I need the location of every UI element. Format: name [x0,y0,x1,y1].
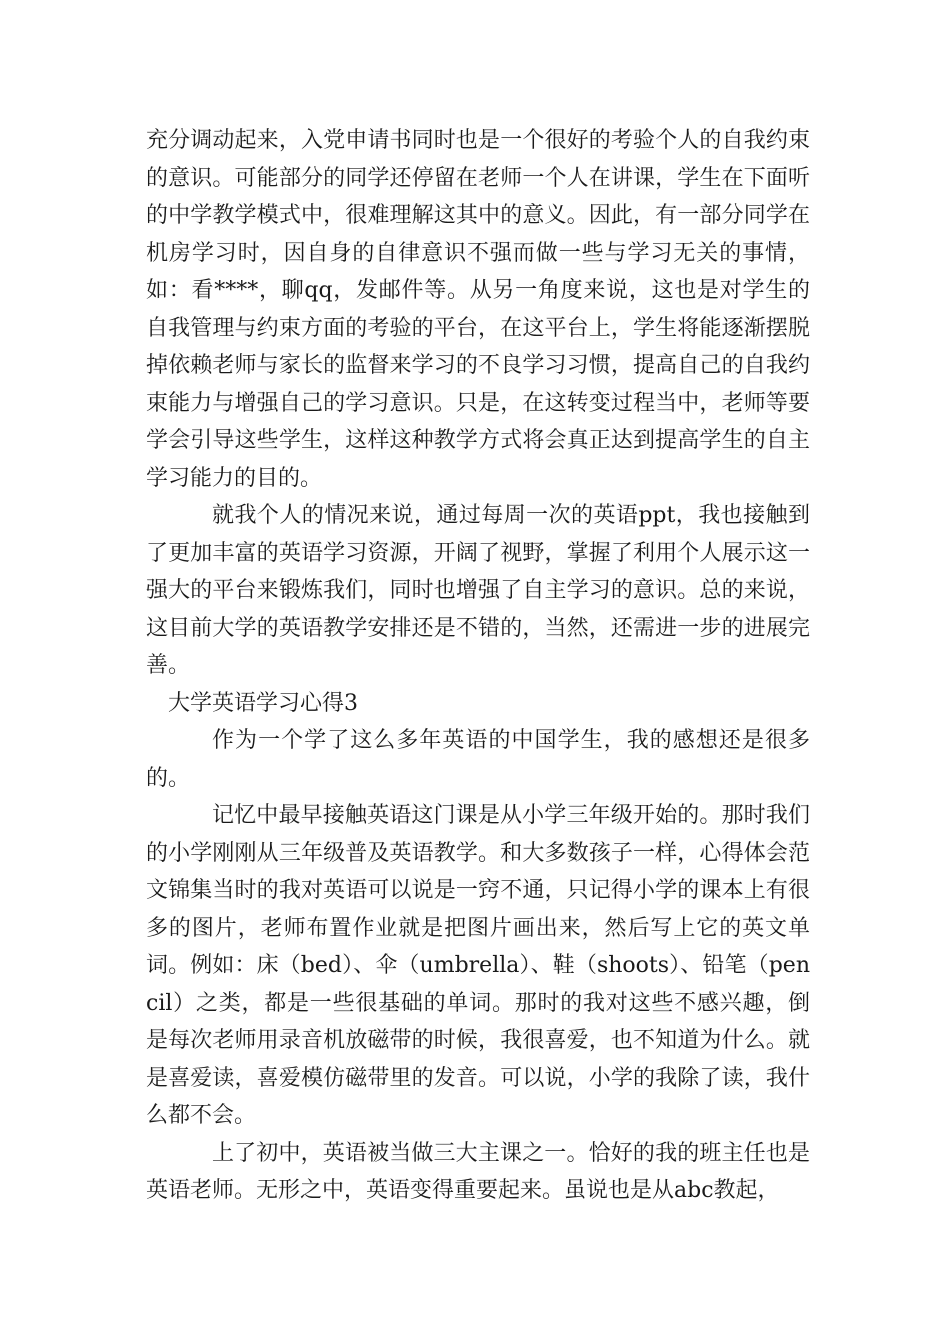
paragraph-continuation: 充分调动起来，入党申请书同时也是一个很好的考验个人的自我约束的意识。可能部分的同学还停留在老师一个人在讲课，学生在下面听的中学教学模式中，很难理解这其中的意义。因此，有一部分同学在机房学习时，因自身的自律意识不强而做一些与学习无关的事情，如：看****，聊qq，发邮件等。从另一角度来说，这也是对学生的自我管理与约束方面的考验的平台，在这平台上，学生将能逐渐摆脱掉依赖老师与家长的监督来学习的不良学习习惯，提高自己的自我约束能力与增强自己的学习意识。只是，在这转变过程当中，老师等要学会引导这些学生，这样这种教学方式将会真正达到提高学生的自主学习能力的目的。 [146,128,810,491]
paragraph-intro: 作为一个学了这么多年英语的中国学生，我的感想还是很多的。 [146,728,810,791]
paragraph-english-ppt: 就我个人的情况来说，通过每周一次的英语ppt，我也接触到了更加丰富的英语学习资源，开阔了视野，掌握了利用个人展示这一强大的平台来锻炼我们，同时也增强了自主学习的意识。总的来说，这目前大学的英语教学安排还是不错的，当然，还需进一步的进展完善。 [146,503,810,678]
section-heading: 大学英语学习心得3 [168,690,358,716]
paragraph-middle-school: 上了初中，英语被当做三大主课之一。恰好的我的班主任也是英语老师。无形之中，英语变得重要起来。虽说也是从abc教起， [146,1140,810,1203]
paragraph-primary-school: 记忆中最早接触英语这门课是从小学三年级开始的。那时我们的小学刚刚从三年级普及英语教学。和大多数孩子一样，心得体会范文锦集当时的我对英语可以说是一窍不通，只记得小学的课本上有很多的图片，老师布置作业就是把图片画出来，然后写上它的英文单词。例如：床（bed）、伞（umbrella）、鞋（shoots）、铅笔（pencil）之类，都是一些很基础的单词。那时的我对这些不感兴趣，倒是每次老师用录音机放磁带的时候，我很喜爱，也不知道为什么。就是喜爱读，喜爱模仿磁带里的发音。可以说，小学的我除了读，我什么都不会。 [146,803,810,1128]
document-page [146,122,810,1210]
